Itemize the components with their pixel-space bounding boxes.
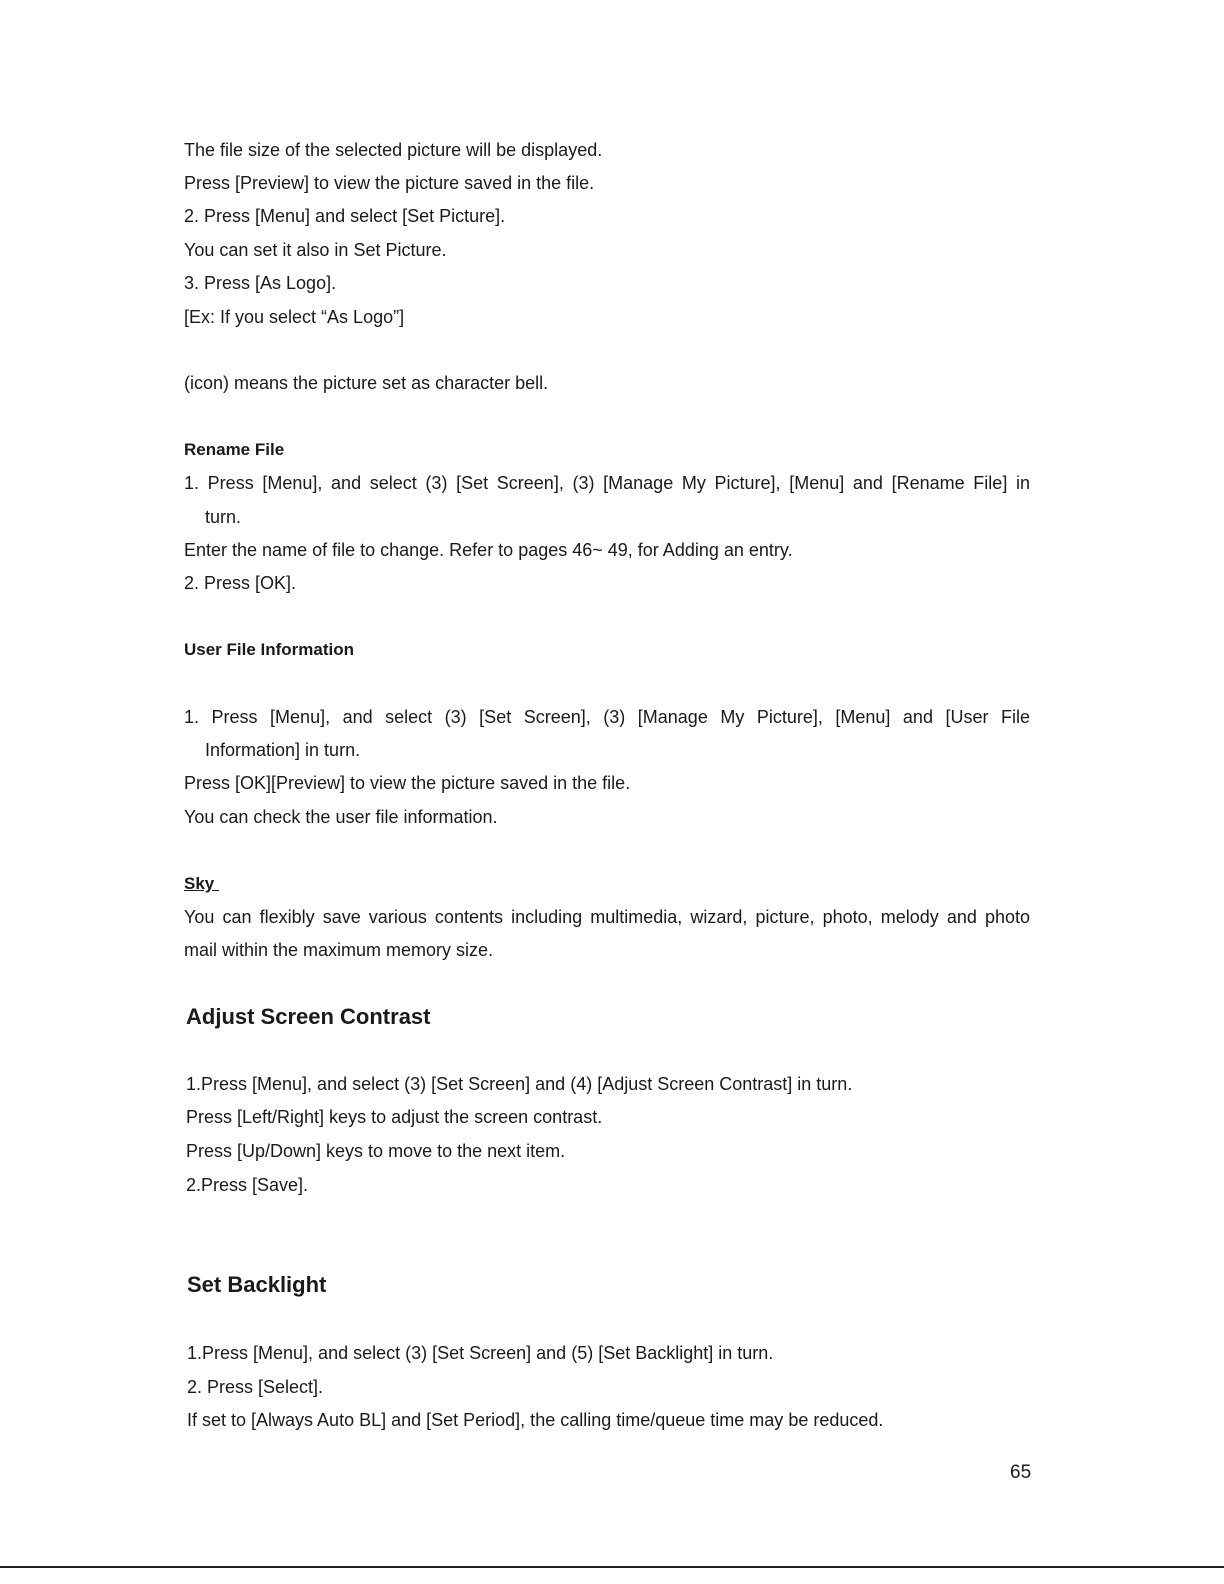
page-number: 65: [1010, 1462, 1032, 1483]
rename-file-step-1-cont: turn.: [205, 507, 242, 527]
adjust-contrast-note-2: Press [Up/Down] keys to move to the next item.: [186, 1141, 566, 1161]
intro-line-4: You can set it also in Set Picture.: [184, 240, 447, 260]
rename-file-heading: Rename File: [184, 440, 285, 459]
user-file-info-step-1-cont: Information] in turn.: [205, 740, 361, 760]
sky-heading: Sky: [184, 874, 215, 893]
intro-line-5: 3. Press [As Logo].: [184, 273, 337, 293]
set-backlight-heading: Set Backlight: [187, 1272, 327, 1297]
rename-file-note: Enter the name of file to change. Refer to pages 46~ 49, for Adding an entry.: [184, 540, 793, 560]
user-file-info-heading: User File Information: [184, 640, 355, 659]
sky-line-2: mail within the maximum memory size.: [184, 940, 494, 960]
intro-line-7: (icon) means the picture set as character bell.: [184, 373, 549, 393]
set-backlight-step-2: 2. Press [Select].: [187, 1377, 324, 1397]
intro-line-6: [Ex: If you select “As Logo”]: [184, 307, 405, 327]
adjust-contrast-note-1: Press [Left/Right] keys to adjust the screen contrast.: [186, 1107, 603, 1127]
rename-file-step-1: 1. Press [Menu], and select (3) [Set Screen], (3) [Manage My Picture], [Menu] and [Rename File] in: [184, 473, 1030, 493]
user-file-info-note-1: Press [OK][Preview] to view the picture saved in the file.: [184, 773, 631, 793]
sky-line-1: You can flexibly save various contents including multimedia, wizard, picture, photo, melody and photo: [184, 907, 1030, 927]
intro-line-3: 2. Press [Menu] and select [Set Picture].: [184, 206, 506, 226]
user-file-info-step-1: 1. Press [Menu], and select (3) [Set Screen], (3) [Manage My Picture], [Menu] and [User File: [184, 707, 1030, 727]
intro-line-2: Press [Preview] to view the picture saved in the file.: [184, 173, 595, 193]
adjust-contrast-step-2: 2.Press [Save].: [186, 1175, 309, 1195]
rename-file-step-2: 2. Press [OK].: [184, 573, 297, 593]
intro-line-1: The file size of the selected picture will be displayed.: [184, 140, 603, 160]
set-backlight-note: If set to [Always Auto BL] and [Set Period], the calling time/queue time may be reduced.: [187, 1410, 884, 1430]
bottom-edge-rule: [0, 1566, 1224, 1568]
set-backlight-step-1: 1.Press [Menu], and select (3) [Set Screen] and (5) [Set Backlight] in turn.: [187, 1343, 774, 1363]
adjust-contrast-step-1: 1.Press [Menu], and select (3) [Set Screen] and (4) [Adjust Screen Contrast] in turn.: [186, 1074, 853, 1094]
user-file-info-note-2: You can check the user file information.: [184, 807, 498, 827]
adjust-contrast-heading: Adjust Screen Contrast: [186, 1004, 431, 1029]
